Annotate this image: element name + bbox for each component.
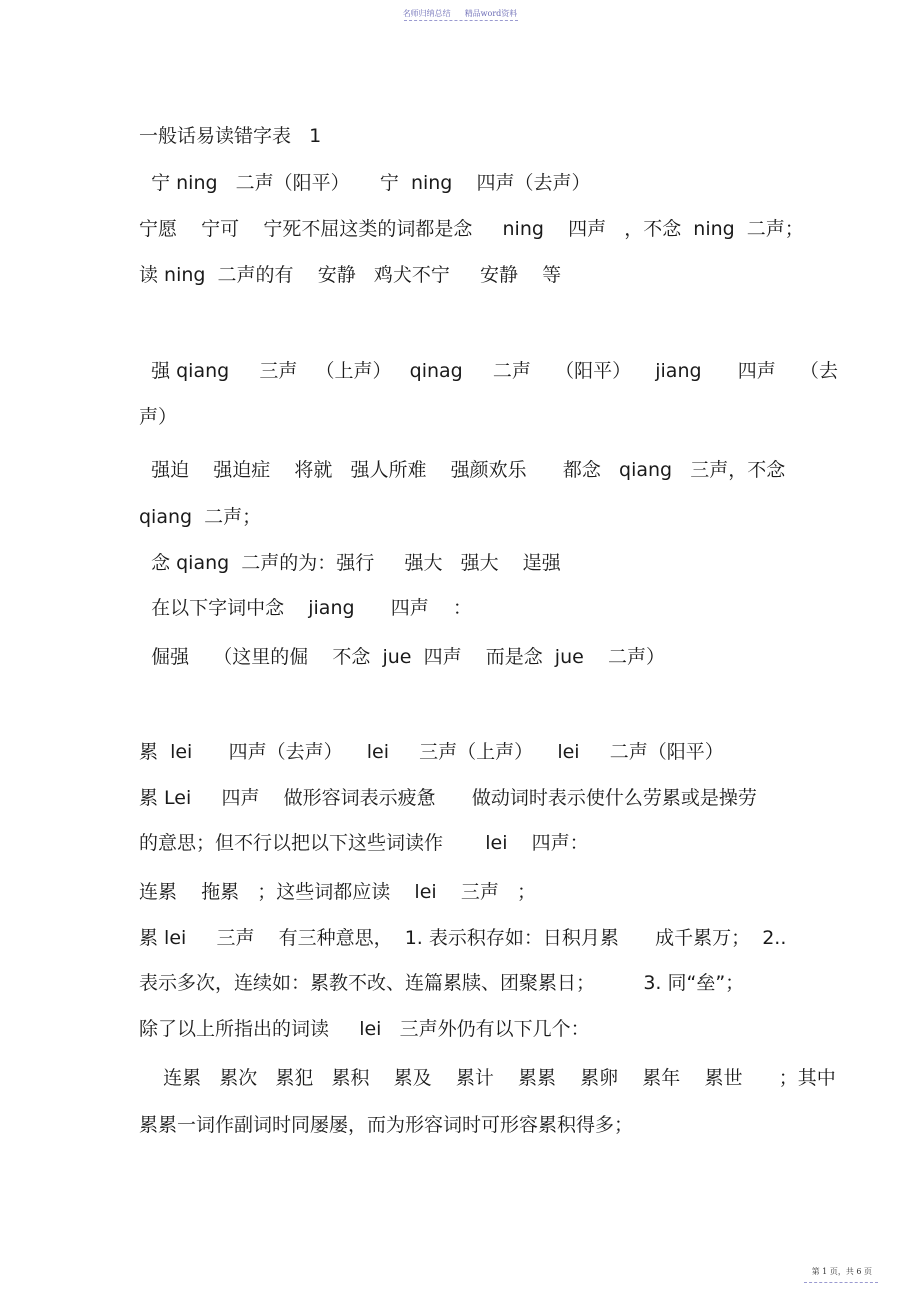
doc-line: 连累 累次 累犯 累积 累及 累计 累累 累卵 累年 累世 ；其中 xyxy=(139,1067,836,1089)
header-divider xyxy=(404,20,518,21)
header-right-text: 精品word资料 xyxy=(464,9,518,18)
doc-line: 在以下字词中念 jiang 四声 ： xyxy=(139,597,472,619)
doc-line: 宁愿 宁可 宁死不屈这类的词都是念 ning 四声 ，不念 ning 二声； xyxy=(139,218,804,240)
doc-line: 倔强 （这里的倔 不念 jue 四声 而是念 jue 二声） xyxy=(139,646,665,668)
doc-line: qiang 二声； xyxy=(139,506,262,528)
doc-line: 连累 拖累 ；这些词都应读 lei 三声 ； xyxy=(139,881,536,903)
doc-line: 累 Lei 四声 做形容词表示疲惫 做动词时表示使什么劳累或是操劳 xyxy=(139,787,757,809)
doc-line: 强 qiang 三声 （上声） qinag 二声 （阳平） jiang 四声 （去 xyxy=(139,360,838,382)
doc-line: 念 qiang 二声的为：强行 强大 强大 逞强 xyxy=(139,552,561,574)
doc-line: 表示多次，连续如：累教不改、连篇累牍、团聚累日； 3. 同“垒”； xyxy=(139,972,745,994)
doc-line: 累 lei 三声 有三种意思， 1. 表示积存如：日积月累 成千累万； 2.. xyxy=(139,927,787,949)
doc-line: 累 lei 四声（去声） lei 三声（上声） lei 二声（阳平） xyxy=(139,741,724,763)
doc-line: 累累一词作副词时同屡屡，而为形容词时可形容累积得多； xyxy=(139,1114,634,1136)
page-header xyxy=(0,8,920,19)
page-number: 第 1 页，共 6 页 xyxy=(811,1267,872,1276)
doc-line: 强迫 强迫症 将就 强人所难 强颜欢乐 都念 qiang 三声，不念 xyxy=(139,459,786,481)
doc-line: 读 ning 二声的有 安静 鸡犬不宁 安静 等 xyxy=(139,264,562,286)
doc-line: 宁 ning 二声（阳平） 宁 ning 四声（去声） xyxy=(139,172,591,194)
doc-title: 一般话易读错字表 1 xyxy=(139,125,322,147)
footer-divider xyxy=(804,1282,878,1283)
doc-line: 除了以上所指出的词读 lei 三声外仍有以下几个： xyxy=(139,1018,590,1040)
doc-line: 声） xyxy=(139,406,178,428)
doc-line: 的意思；但不行以把以下这些词读作 lei 四声： xyxy=(139,832,589,854)
header-left-text: 名师归纳总结 xyxy=(402,9,451,18)
